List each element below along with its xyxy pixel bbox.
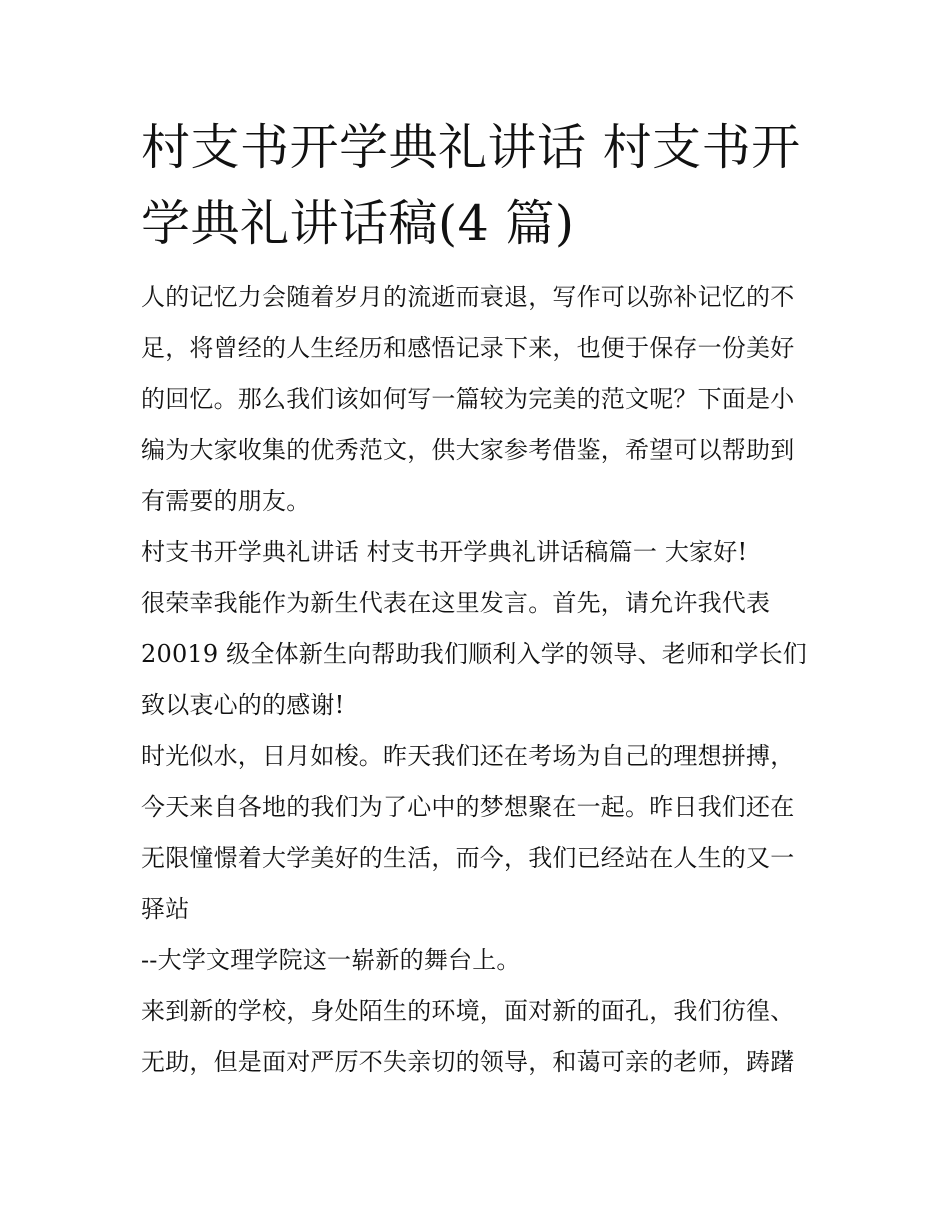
paragraph-intro: 人的记忆力会随着岁月的流逝而衰退，写作可以弥补记忆的不足，将曾经的人生经历和感悟记录下来，也便于保存一份美好的回忆。那么我们该如何写一篇较为完美的范文呢？下面是小编为大家收集的优秀范文，供大家参考借鉴，希望可以帮助到有需要的朋友。 (141, 283, 795, 515)
document-page (141, 110, 813, 1088)
paragraph-stage: --大学文理学院这一崭新的舞台上。 (141, 946, 521, 974)
paragraph-time: 时光似水，日月如梭。昨天我们还在考场为自己的理想拼搏，今天来自各地的我们为了心中的梦想聚在一起。昨日我们还在无限憧憬着大学美好的生活，而今，我们已经站在人生的又一驿站 (141, 742, 795, 923)
paragraph-thanks: 很荣幸我能作为新生代表在这里发言。首先，请允许我代表 20019 级全体新生向帮助我们顺利入学的领导、老师和学长们致以衷心的的感谢! (141, 589, 807, 719)
document-title: 村支书开学典礼讲话 村支书开学典礼讲话稿(4 篇) (141, 119, 801, 252)
document-body (141, 272, 813, 1088)
paragraph-greeting: 村支书开学典礼讲话 村支书开学典礼讲话稿篇一 大家好! (141, 538, 748, 566)
paragraph-new-school: 来到新的学校，身处陌生的环境，面对新的面孔，我们彷徨、无助，但是面对严厉不失亲切的领导，和蔼可亲的老师，踌躇 (141, 997, 795, 1076)
